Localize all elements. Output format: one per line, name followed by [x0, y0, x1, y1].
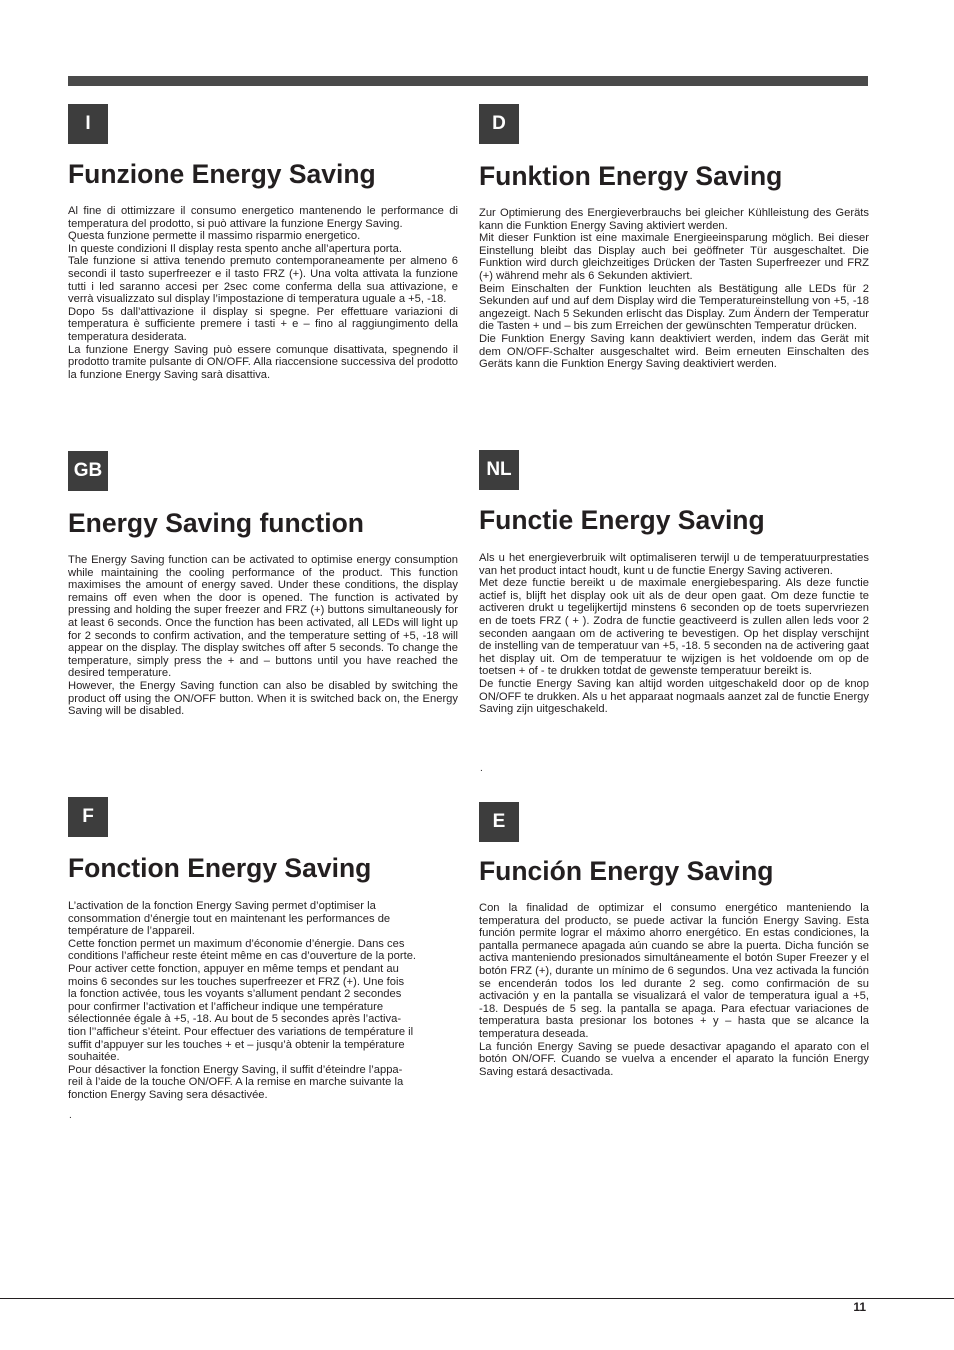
text-line: tion l’’afficheur s’éteint. Pour effectuer des variations de température il: [68, 1025, 414, 1038]
section-title: Función Energy Saving: [479, 856, 774, 886]
language-badge-gb: GB: [68, 451, 108, 491]
section-body: [68, 205, 458, 381]
text-line: reil à l’aide de la touche ON/OFF. A la remise en marche suivante la: [68, 1076, 404, 1089]
text-line: Pour désactiver la fonction Energy Saving, il suffit d’éteindre l’appa-: [68, 1063, 403, 1076]
language-badge-d: D: [479, 104, 519, 144]
paragraph: La funzione Energy Saving può essere comunque disattivata, spegnendo il prodotto tramite pulsante di ON/OFF. Alla riaccensione successiva del prodotto la funzione Energy Saving sarà disattiva.: [68, 343, 458, 381]
section-title: Funzione Energy Saving: [68, 159, 376, 189]
text-line: Pour activer cette fonction, appuyer en même temps et pendant au: [68, 962, 399, 975]
stray-mark: .: [480, 763, 483, 774]
paragraph: La función Energy Saving se puede desactivar apagando el aparato con el botón ON/OFF. Cuando se vuelva a encender el aparato la función Energy Saving estará desactivada.: [479, 1040, 869, 1078]
text-line: la fonction activée, tous les voyants s’allument pendant 2 secondes: [68, 988, 402, 1001]
paragraph: De functie Energy Saving kan altijd worden uitgeschakeld door op de knop ON/OFF te drukken. Als u het apparaat nogmaals aanzet zal de functie Energy Saving zijn uitgeschakeld.: [479, 677, 869, 716]
paragraph: Met deze functie bereikt u de maximale energiebesparing. Als deze functie actief is, blijft het display ook uit als de deur open gaat. Om deze functie te activeren drukt u tegelijkertijd minstens 6 seconden op de toets supervriezen en de toets FRZ ( + ). Zodra de functie geactiveerd is zullen allen leds voor 2 seconden aangaan om de activering te bevestigen. Op het display verschijnt de instelling van de temperatuur van +5, -18. 5 seconden na de activering gaat het display uit. Om de temperatuur te wijzigen is het voldoende om op de toetsen + of - te drukken totdat de gewenste temperatuur bereikt is.: [479, 577, 869, 678]
paragraph: Als u het energieverbruik wilt optimaliseren terwijl u de temperatuurprestaties van het product intact houdt, kunt u de functie Energy Saving activeren.: [479, 552, 869, 577]
section-italian: [68, 104, 458, 381]
paragraph: In queste condizioni Il display resta spento anche all’apertura porta.: [68, 242, 402, 255]
section-english: [68, 451, 458, 718]
section-title: Fonction Energy Saving: [68, 853, 372, 883]
text-line: L’activation de la fonction Energy Saving permet d’optimiser la: [68, 900, 376, 912]
paragraph: Al fine di ottimizzare il consumo energetico mantenendo le performance di temperatura del prodotto, si può attivare la funzione Energy Saving.: [68, 205, 458, 230]
text-line: conditions l’afficheur reste éteint même en cas d’ouverture de la porte.: [68, 950, 417, 963]
text-line: suffit d’appuyer sur les touches + et – jusqu’à obtenir la température: [68, 1038, 405, 1051]
section-body: [479, 902, 869, 1078]
section-german: [479, 104, 869, 371]
paragraph: However, the Energy Saving function can also be disabled by switching the product off using the ON/OFF button. When it is switched back on, the Energy Saving will be disabled.: [68, 679, 458, 718]
text-line: consommation d’énergie tout en maintenant les performances de: [68, 912, 391, 925]
text-line: fonction Energy Saving sera désactivée.: [68, 1088, 268, 1101]
paragraph: The Energy Saving function can be activated to optimise energy consumption while maintaining the cooling performance of the product. This function maximises the amount of energy saved. Under these conditions, the display remains off even when the door is opened. The function is activated by pressing and holding the super freezer and FRZ (+) buttons simultaneously for at least 6 seconds. Once the function has been activated, all LEDs will light up for 2 seconds to confirm activation, and the temperature setting of +5, -18 will appear on the display. The display switches off after 5 seconds. To change the temperature, simply press the + and – buttons until you have reached the desired temperature.: [68, 554, 458, 680]
paragraph: Mit dieser Funktion ist eine maximale Energieeinsparung möglich. Bei dieser Einstellung bleibt das Display auch bei geöffneter Tür ausgeschaltet. Die Funktion wird durch gleichzeitiges Drücken der Tasten Superfreezer und FRZ (+) während mehr als 6 Sekunden aktiviert.: [479, 232, 869, 282]
text-line: sélectionnée égale à +5, -18. Au bout de 5 secondes après l’activa-: [68, 1013, 402, 1026]
paragraph: Beim Einschalten der Funktion leuchten als Bestätigung alle LEDs für 2 Sekunden auf und auf dem Display wird die Temperatureinstellung von +5, -18 angezeigt. Nach 5 Sekunden erlischt das Display. Zum Ändern der Temperatur die Tasten + und – bis zum Erreichen der gewünschten Temperatur drücken.: [479, 282, 869, 333]
section-spanish: [479, 802, 869, 1078]
text-line: température de l’appareil.: [68, 925, 195, 938]
text-line: moins 6 secondes sur les touches superfreezer et FRZ (+). Une fois: [68, 975, 405, 988]
paragraph: Dopo 5s dall’attivazione il display si spegne. Per effettuare variazioni di temperatura è sufficiente premere i tasti + e – fino al raggiungimento della temperatura desiderata.: [68, 305, 458, 343]
stray-mark: .: [69, 1110, 72, 1121]
paragraph: Con la finalidad de optimizar el consumo energético manteniendo la temperatura del producto, se puede activar la función Energy Saving. Esta función permite lograr el máximo ahorro energético. En estas condiciones, la pantalla permanece apagada aún cuando se abre la puerta. Dicha función se activa manteniendo presionados simultáneamente el botón Super Freezer y el botón FRZ (+), durante un mínimo de 6 segundos. Una vez activada la función se encenderán todos los led durante 2 seg. como confirmación de su activación y en la pantalla se visualizará el valor de temperatura igual a +5, -18. Después de 5 seg. la pantalla se apaga. Para efectuar variaciones de temperatura basta presionar los botones + y – hasta que se alcance la temperatura deseada.: [479, 902, 869, 1040]
section-body: [479, 552, 869, 716]
section-title: Energy Saving function: [68, 508, 364, 538]
paragraph: Die Funktion Energy Saving kann deaktiviert werden, indem das Gerät mit dem ON/OFF-Schalter ausgeschaltet wird. Beim erneuten Einschalten des Geräts kann die Funktion Energy Saving deaktiviert werden.: [479, 332, 869, 371]
paragraph: Tale funzione si attiva tenendo premuto contemporaneamente per almeno 6 secondi il tasto superfreezer e il tasto FRZ (+). Una volta attivata la funzione tutti i led saranno accesi per 2sec come conferma della sua attivazione, e verrà visualizzato sul display l’impostazione di temperatura uguale a +5, -18.: [68, 255, 458, 306]
section-body: [479, 207, 869, 371]
language-badge-e: E: [479, 802, 519, 842]
paragraph: Zur Optimierung des Energieverbrauchs bei gleicher Kühlleistung des Geräts kann die Funktion Energy Saving aktiviert werden.: [479, 207, 869, 232]
language-badge-i: I: [68, 104, 108, 144]
top-rule: [68, 76, 868, 86]
section-french: [68, 797, 458, 1102]
section-title: Funktion Energy Saving: [479, 161, 783, 191]
text-line: pour confirmer l’activation et l’afficheur indique une température: [68, 1000, 384, 1013]
section-title: Functie Energy Saving: [479, 505, 765, 535]
language-badge-nl: NL: [479, 450, 519, 490]
page-number: 11: [853, 1300, 866, 1314]
text-line: Cette fonction permet un maximum d’économie d’énergie. Dans ces: [68, 937, 405, 950]
text-line: souhaitée.: [68, 1051, 120, 1064]
language-badge-f: F: [68, 797, 108, 837]
footer-rule: [0, 1298, 954, 1299]
section-dutch: [479, 450, 869, 716]
section-body: [68, 900, 458, 1102]
section-body: [68, 554, 458, 718]
paragraph: Questa funzione permette il massimo risparmio energetico.: [68, 230, 361, 243]
